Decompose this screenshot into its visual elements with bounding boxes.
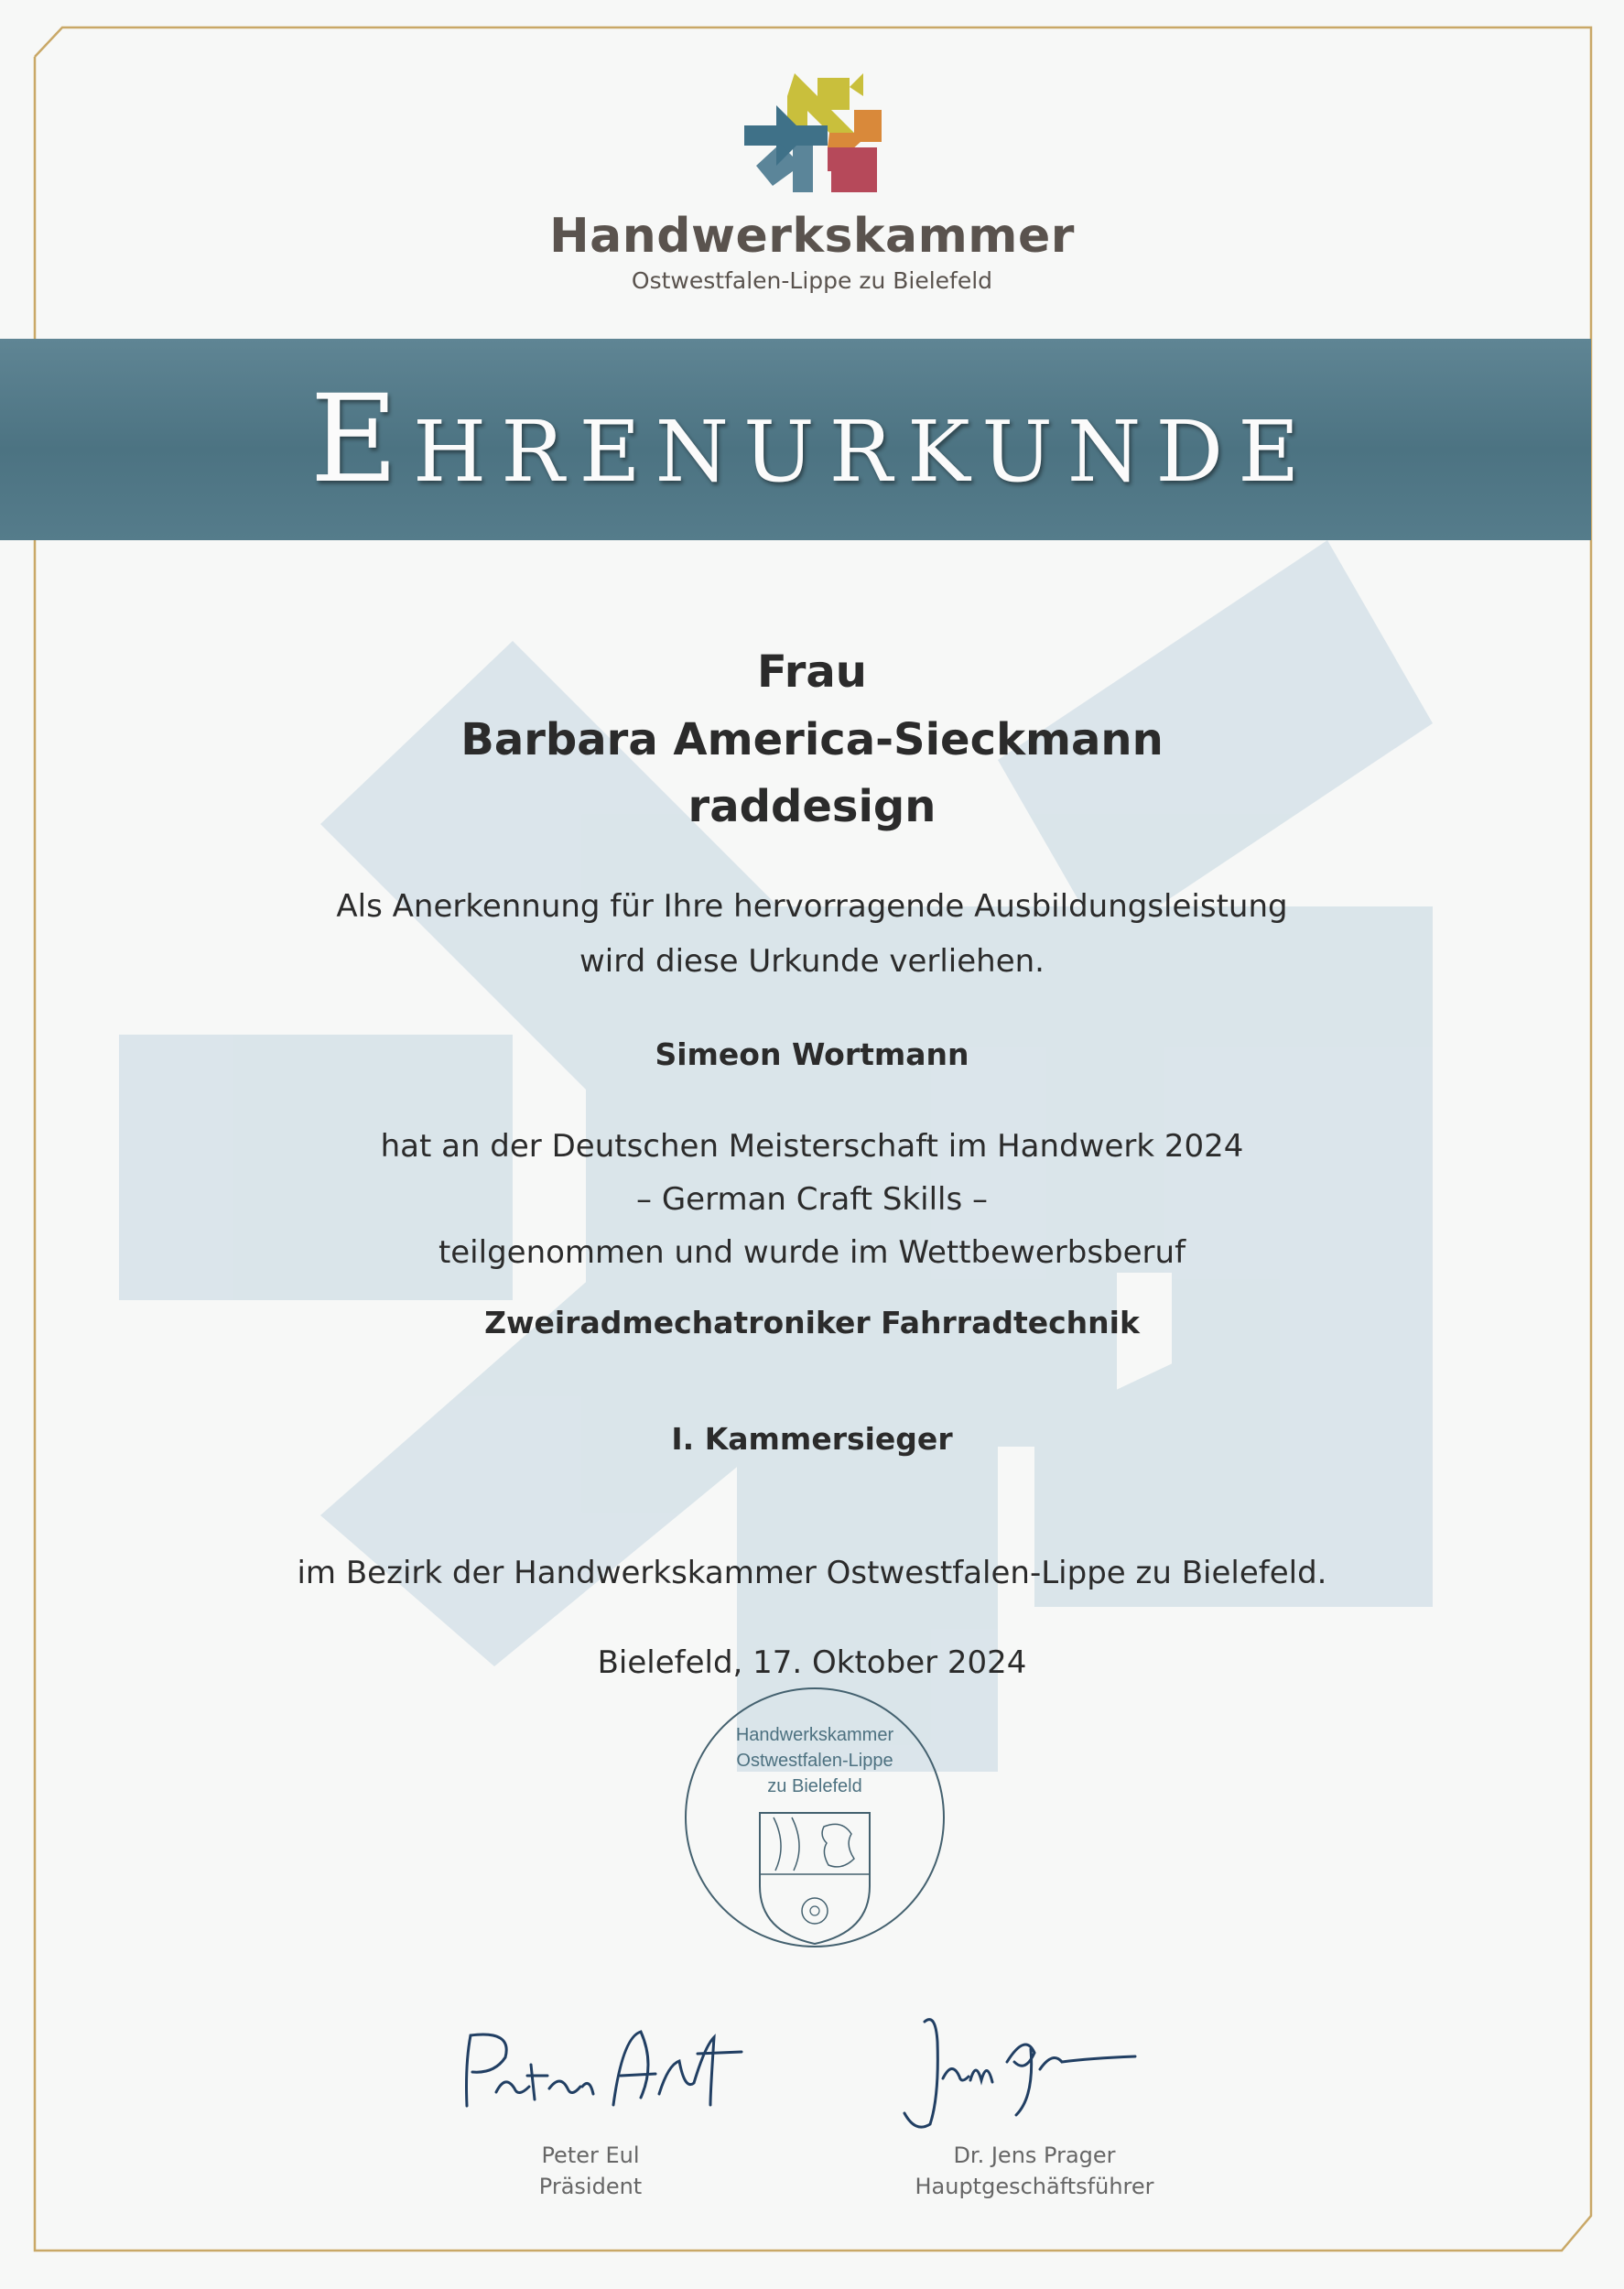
profession: Zweiradmechatroniker Fahrradtechnik (484, 1305, 1140, 1340)
competition-line-3: teilgenommen und wurde im Wettbewerbsberuf (438, 1234, 1186, 1271)
chamber-logo-icon (740, 69, 904, 197)
signatory-2-name: Dr. Jens Prager (953, 2143, 1116, 2168)
recognition-line-2: wird diese Urkunde verliehen. (579, 943, 1045, 980)
certificate-title: Ehrenurkunde (309, 369, 1315, 510)
competition-line-1: hat an der Deutschen Meisterschaft im Handwerk 2024 (380, 1128, 1244, 1165)
place-date: Bielefeld, 17. Oktober 2024 (597, 1644, 1027, 1681)
recognition-line-1: Als Anerkennung für Ihre hervorragende Ausbildungsleistung (336, 888, 1288, 925)
signature-jens-prager (879, 2005, 1153, 2143)
seal-line-3: zu Bielefeld (767, 1776, 862, 1796)
org-subtitle: Ostwestfalen-Lippe zu Bielefeld (631, 267, 993, 294)
recipient-company: raddesign (687, 781, 937, 832)
signatory-2-role: Hauptgeschäftsführer (915, 2174, 1154, 2199)
placement: I. Kammersieger (671, 1421, 953, 1457)
signatory-1-role: Präsident (538, 2174, 643, 2199)
district-line: im Bezirk der Handwerkskammer Ostwestfalen-Lippe zu Bielefeld. (297, 1555, 1327, 1591)
signatory-1-name: Peter Eul (541, 2143, 640, 2168)
coat-of-arms-icon (755, 1808, 874, 1946)
recipient-name: Barbara America-Sieckmann (460, 714, 1164, 765)
seal-line-1: Handwerkskammer (735, 1725, 894, 1745)
recipient-salutation: Frau (757, 646, 867, 698)
competition-line-2: – German Craft Skills – (636, 1181, 988, 1218)
signature-peter-eul (439, 2010, 751, 2129)
apprentice-name: Simeon Wortmann (655, 1036, 969, 1072)
org-name: Handwerkskammer (549, 209, 1075, 264)
seal-line-2: Ostwestfalen-Lippe (736, 1751, 893, 1771)
official-seal (682, 1685, 947, 1950)
